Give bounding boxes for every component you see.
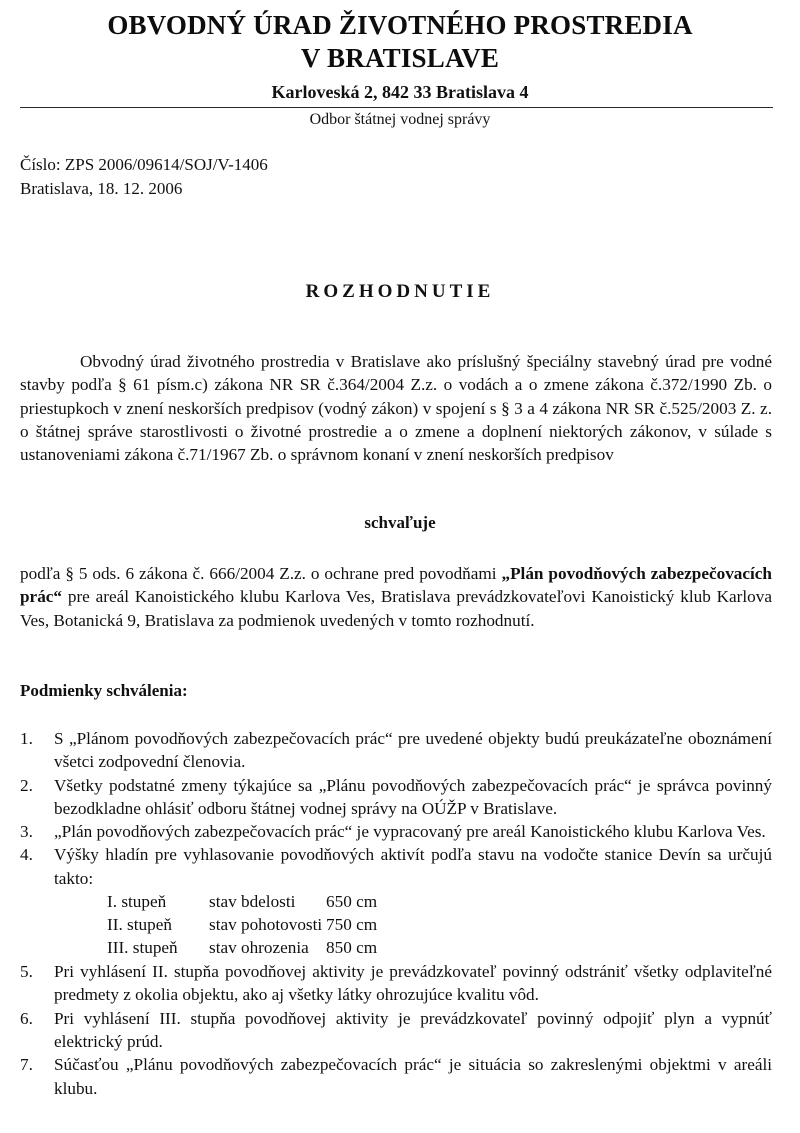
condition-text: Súčasťou „Plánu povodňových zabezpečovacích prác“ je situácia so zakreslenými objektmi v areáli klubu. xyxy=(54,1055,772,1098)
flood-level-row xyxy=(20,936,720,959)
flood-level-state: stav pohotovosti xyxy=(209,915,323,935)
office-address: Karloveská 2, 842 33 Bratislava 4 xyxy=(271,82,529,102)
flood-level-state: stav ohrozenia xyxy=(209,938,309,958)
plan-title: „Plán povodňových zabezpečovacích prác“ xyxy=(20,564,772,607)
condition-item xyxy=(20,774,772,821)
condition-number: 7. xyxy=(20,1055,33,1075)
condition-text: Pri vyhlásení II. stupňa povodňovej aktivity je prevádzkovateľ povinný odstrániť všetky odplaviteľné predmety z okolia objektu, ako aj všetky látky ohrozujúce kvalitu vôd. xyxy=(54,962,772,1005)
condition-item xyxy=(20,1053,772,1100)
flood-level-degree: I. stupeň xyxy=(107,892,167,912)
condition-item xyxy=(20,960,772,1007)
flood-level-degree: III. stupeň xyxy=(107,938,178,958)
condition-number: 6. xyxy=(20,1008,33,1028)
flood-level-height: 650 cm xyxy=(326,892,378,912)
flood-levels-table xyxy=(20,890,772,960)
approval-text-before: podľa § 5 ods. 6 zákona č. 666/2004 Z.z. o ochrane pred povodňami xyxy=(20,564,502,583)
approval-paragraph xyxy=(20,562,772,632)
header-divider xyxy=(20,107,773,108)
conditions-heading: Podmienky schválenia: xyxy=(20,681,188,700)
condition-number: 2. xyxy=(20,775,33,795)
condition-text: Všetky podstatné zmeny týkajúce sa „Plánu povodňových zabezpečovacích prác“ je správca povinný bezodkladne ohlásiť odboru štátnej vodnej správy na OÚŽP v Bratislave. xyxy=(54,775,772,818)
flood-level-state: stav bdelosti xyxy=(209,892,296,912)
approves-label: schvaľuje xyxy=(364,513,436,532)
conditions-list xyxy=(20,727,772,1100)
condition-number: 4. xyxy=(20,845,33,865)
office-title-line-2: V BRATISLAVE xyxy=(300,43,500,73)
office-title-line-1: OBVODNÝ ÚRAD ŽIVOTNÉHO PROSTREDIA xyxy=(107,10,693,40)
decision-title: ROZHODNUTIE xyxy=(305,281,495,302)
condition-text: S „Plánom povodňových zabezpečovacích prác“ pre uvedené objekty budú preukázateľne oboznámení všetci zodpovední členovia. xyxy=(54,729,772,772)
condition-item xyxy=(20,843,772,890)
flood-level-height: 850 cm xyxy=(326,938,378,958)
condition-text: „Plán povodňových zabezpečovacích prác“ je vypracovaný pre areál Kanoistického klubu Karlova Ves. xyxy=(54,822,766,842)
place-and-date: Bratislava, 18. 12. 2006 xyxy=(20,179,183,198)
condition-number: 5. xyxy=(20,962,33,982)
flood-level-row xyxy=(20,913,720,936)
intro-paragraph: Obvodný úrad životného prostredia v Bratislave ako príslušný špeciálny stavebný úrad pre vodné stavby podľa § 61 písm.c) zákona NR SR č.364/2004 Z.z. o vodách a o zmene zákona č.372/1990 Zb. o priestupkoch v znení neskorších predpisov (vodný zákon) v spojení s § 3 a 4 zákona NR SR č.525/2003 Z. z. o štátnej správe starostlivosti o životné prostredie a o zmene a doplnení niektorých zákonov, v súlade s ustanoveniami zákona č.71/1967 Zb. o správnom konaní v znení neskorších predpisov xyxy=(20,352,772,465)
flood-level-degree: II. stupeň xyxy=(107,915,172,935)
condition-item xyxy=(20,820,772,843)
flood-level-height: 750 cm xyxy=(326,915,378,935)
condition-number: 1. xyxy=(20,729,33,748)
approval-text-after: pre areál Kanoistického klubu Karlova Ves, Bratislava prevádzkovateľovi Kanoistický klub Karlova Ves, Botanická 9, Bratislava za podmienok uvedených v tomto rozhodnutí. xyxy=(20,587,772,630)
condition-text: Pri vyhlásení III. stupňa povodňovej aktivity je prevádzkovateľ povinný odpojiť plyn a vypnúť elektrický prúd. xyxy=(54,1008,772,1051)
reference-number: Číslo: ZPS 2006/09614/SOJ/V-1406 xyxy=(20,155,268,174)
condition-number: 3. xyxy=(20,822,33,842)
condition-item xyxy=(20,1007,772,1054)
condition-text: Výšky hladín pre vyhlasovanie povodňových aktivít podľa stavu na vodočte stanice Devín sa určujú takto: xyxy=(54,845,772,888)
flood-level-row xyxy=(20,890,720,913)
department-name: Odbor štátnej vodnej správy xyxy=(309,111,491,128)
condition-item xyxy=(20,727,772,774)
